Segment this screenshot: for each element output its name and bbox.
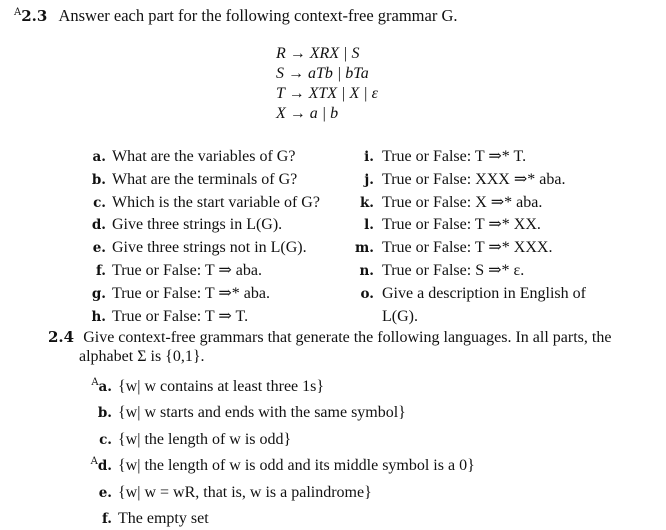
part-item: k. True or False: X ⇒* aba. — [359, 193, 543, 211]
part-item-continued: L(G). — [382, 307, 418, 325]
part-item: i. True or False: T ⇒* T. — [364, 148, 527, 165]
grammar-rule-s: S → aTb | bTa — [276, 65, 369, 82]
right-parts-list — [354, 146, 586, 327]
grammar-block — [276, 44, 378, 124]
exercise-prompt-line2: alphabet Σ is {0,1}. — [79, 348, 205, 365]
exercise-prompt-line1: Give context-free grammars that generate the following languages. In all parts, the — [83, 329, 612, 346]
grammar-rule-t: T → XTX | X | ε — [276, 85, 378, 102]
exercise-2-3-header — [14, 6, 457, 26]
part-item: f. True or False: T ⇒ aba. — [95, 261, 262, 279]
part-item: l. True or False: T ⇒* XX. — [364, 216, 541, 234]
grammar-rule-x: X → a | b — [276, 105, 339, 122]
lang-part-item: $^A$a. {w| w contains at least three 1s} — [91, 377, 325, 395]
lang-part-item: f. The empty set — [101, 510, 209, 528]
lang-part-item: c. {w| the length of w is odd} — [99, 430, 292, 448]
exercise-2-4-parts — [84, 372, 475, 530]
part-item: n. True or False: S ⇒* ε. — [359, 261, 525, 279]
part-item: j. True or False: XXX ⇒* aba. — [364, 170, 566, 188]
part-item: m. True or False: T ⇒* XXX. — [355, 239, 553, 257]
part-item: c. Which is the start variable of G? — [93, 193, 320, 211]
part-item: e. Give three strings not in L(G). — [92, 239, 307, 257]
left-parts-list — [88, 146, 320, 328]
part-item: o. Give a description in English of — [360, 284, 586, 302]
exercise-2-4-header — [48, 327, 611, 347]
exercise-number: 2.3 — [21, 7, 48, 25]
part-item: b. What are the terminals of G? — [91, 170, 298, 188]
exercise-prompt: Answer each part for the following context-free grammar G. — [58, 6, 458, 25]
grammar-rule-r: R → XRX | S — [276, 45, 360, 62]
part-item: g. True or False: T ⇒* aba. — [91, 284, 270, 302]
lang-part-item: $^A$d. {w| the length of w is odd and its middle symbol is a 0} — [90, 456, 475, 475]
exercise-marker: $^A$2.3 — [14, 7, 48, 25]
part-item: d. Give three strings in L(G). — [91, 216, 283, 234]
exercise-number: 2.4 — [48, 328, 75, 346]
part-item: h. True or False: T ⇒ T. — [91, 307, 249, 325]
lang-part-item: e. {w| w = wR, that is, w is a palindrome} — [98, 483, 372, 501]
lang-part-item: b. {w| w starts and ends with the same symbol} — [97, 404, 406, 422]
part-item: a. What are the variables of G? — [92, 148, 296, 165]
